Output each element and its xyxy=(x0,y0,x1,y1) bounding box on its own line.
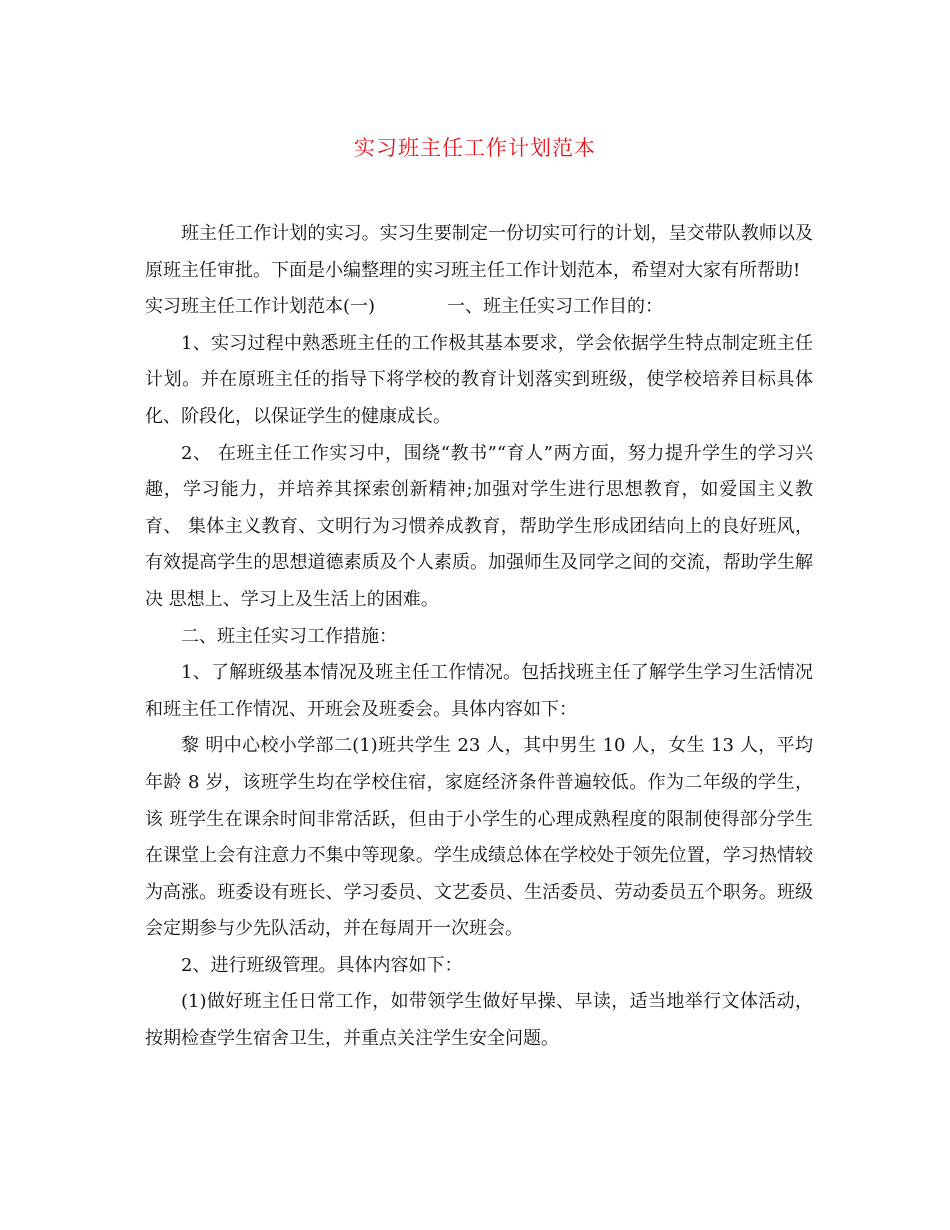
intro-paragraph: 班主任工作计划的实习。实习生要制定一份切实可行的计划，呈交带队教师以及原班主任审批。下面是小编整理的实习班主任工作计划范本，希望对大家有所帮助! xyxy=(145,223,813,281)
section-heading xyxy=(145,289,813,326)
document-title: 实习班主任工作计划范本 xyxy=(354,136,596,160)
section-heading-title: 实习班主任工作计划范本(一) xyxy=(145,296,376,318)
section-heading-goal: 一、班主任实习工作目的： xyxy=(447,296,664,318)
class-info-paragraph: 黎 明中心校小学部二(1)班共学生 23 人，其中男生 10 人，女生 13 人，平均年龄 8 岁，该班学生均在学校住宿，家庭经济条件普遍较低。作为二年级的学生，该 班学生在课余时间非常活跃，但由于小学生的心理成熟程度的限制使得部分学生在课堂上会有注意力不集中等现象。学生成绩总体在学校处于领先位置，学习热情较 为高涨。班委设有班长、学习委员、文艺委员、生活委员、劳动委员五个职务。班级会定期参与少先队活动，并在每周开一次班会。 xyxy=(145,735,813,940)
document-body xyxy=(145,216,813,1058)
goal-paragraph-2: 2、 在班主任工作实习中，围绕“教书”“育人”两方面，努力提升学生的学习兴趣，学习能力，并培养其探索创新精神;加强对学生进行思想教育，如爱国主义教育、 集体主义教育、文明行为习惯养成教育，帮助学生形成团结向上的良好班风，有效提高学生的思想道德素质及个人素质。加强师生及同学之间的交流，帮助学生解决 思想上、学习上及生活上的困难。 xyxy=(145,442,813,610)
measure-paragraph-2: 2、进行班级管理。具体内容如下： xyxy=(181,954,463,976)
measure-paragraph-1: 1、了解班级基本情况及班主任工作情况。包括找班主任了解学生学习生活情况和班主任工作情况、开班会及班委会。具体内容如下： xyxy=(145,662,813,720)
measures-heading: 二、班主任实习工作措施： xyxy=(181,625,397,647)
goal-paragraph-1: 1、实习过程中熟悉班主任的工作极其基本要求，学会依据学生特点制定班主任计划。并在原班主任的指导下将学校的教育计划落实到班级，使学校培养目标具体化、阶段化，以保证学生的健康成长。 xyxy=(145,332,813,427)
measure-paragraph-2-1: (1)做好班主任日常工作，如带领学生做好早操、早读，适当地举行文体活动，按期检查学生宿舍卫生，并重点关注学生安全问题。 xyxy=(145,991,813,1050)
